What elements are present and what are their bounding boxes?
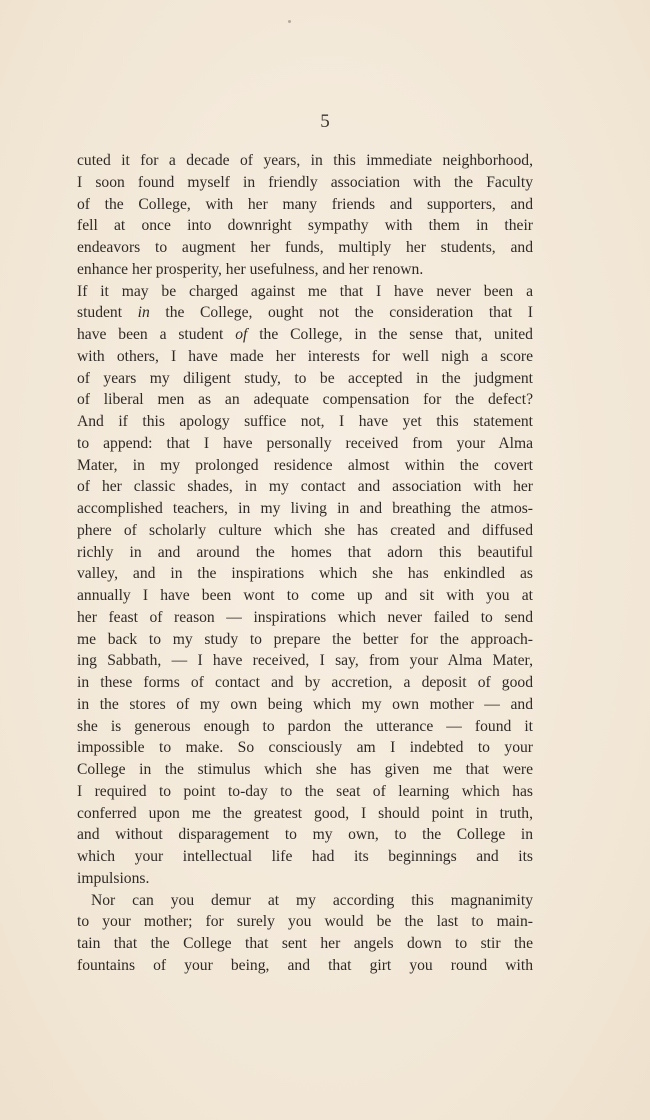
text-line: enhance her prosperity, her usefulness, and her renown. (77, 260, 424, 278)
text-line (77, 302, 533, 324)
text-line: of liberal men as an adequate compensation for the defect? (77, 391, 533, 409)
text-line: cuted it for a decade of years, in this immediate neighborhood, (77, 152, 533, 169)
text-line: accomplished teachers, in my living in and breathing the atmos- (77, 500, 533, 517)
paper-speck (288, 20, 291, 23)
text-line: and without disparagement to my own, to the College in (77, 826, 533, 844)
text-line: If it may be charged against me that I have never been a (77, 282, 533, 300)
text-line: me back to my study to prepare the better for the approach- (77, 630, 533, 648)
text-line: Nor can you demur at my according this magnanimity (91, 891, 533, 909)
text-fragment: the College, in the sense that, united (247, 326, 533, 343)
text-line: which your intellectual life had its beginnings and its (77, 848, 533, 865)
text-line (77, 324, 533, 346)
text-line: annually I have been wont to come up and sit with you at (77, 587, 533, 604)
text-line: College in the stimulus which she has given me that were (77, 761, 533, 778)
italic-word: of (235, 326, 248, 343)
text-line: ing Sabbath, — I have received, I say, from your Alma Mater, (77, 652, 533, 670)
text-line: I soon found myself in friendly association with the Faculty (77, 173, 533, 191)
text-line: I required to point to-day to the seat of learning which has (77, 782, 533, 800)
text-line: phere of scholarly culture which she has created and diffused (77, 521, 533, 539)
text-line: And if this apology suffice not, I have yet this statement (77, 413, 533, 430)
text-line: to append: that I have personally received from your Alma (77, 434, 533, 452)
text-line: fell at once into downright sympathy with them in their (77, 217, 533, 235)
page-number: 5 (320, 111, 330, 132)
text-line: of the College, with her many friends and supporters, and (77, 195, 533, 213)
text-fragment: student (77, 304, 138, 322)
text-line: in these forms of contact and by accretion, a deposit of good (77, 674, 533, 691)
text-line: fountains of your being, and that girt you round with (77, 956, 533, 974)
italic-word: in (137, 304, 150, 322)
text-line: of years my diligent study, to be accepted in the judgment (77, 369, 533, 387)
text-line: tain that the College that sent her angels down to stir the (77, 935, 533, 952)
text-line: she is generous enough to pardon the utterance — found it (77, 717, 533, 735)
text-line: valley, and in the inspirations which she has enkindled as (77, 565, 533, 583)
text-line: in the stores of my own being which my own mother — and (77, 695, 533, 713)
text-line: richly in and around the homes that adorn this beautiful (77, 543, 533, 561)
text-line: conferred upon me the greatest good, I should point in truth, (77, 804, 533, 822)
text-line: her feast of reason — inspirations which never failed to send (77, 608, 533, 626)
text-fragment: the College, ought not the consideration that I (149, 304, 533, 322)
text-line: Mater, in my prolonged residence almost within the covert (77, 456, 533, 474)
text-fragment: have been a student (77, 326, 236, 343)
text-line: to your mother; for surely you would be the last to main- (77, 913, 533, 931)
text-line: impossible to make. So consciously am I indebted to your (77, 739, 533, 757)
text-line: endeavors to augment her funds, multiply her students, and (77, 239, 533, 256)
text-line: with others, I have made her interests for well nigh a score (77, 347, 533, 365)
body-text (77, 150, 533, 977)
text-line: impulsions. (77, 869, 150, 887)
text-line: of her classic shades, in my contact and association with her (77, 478, 533, 496)
